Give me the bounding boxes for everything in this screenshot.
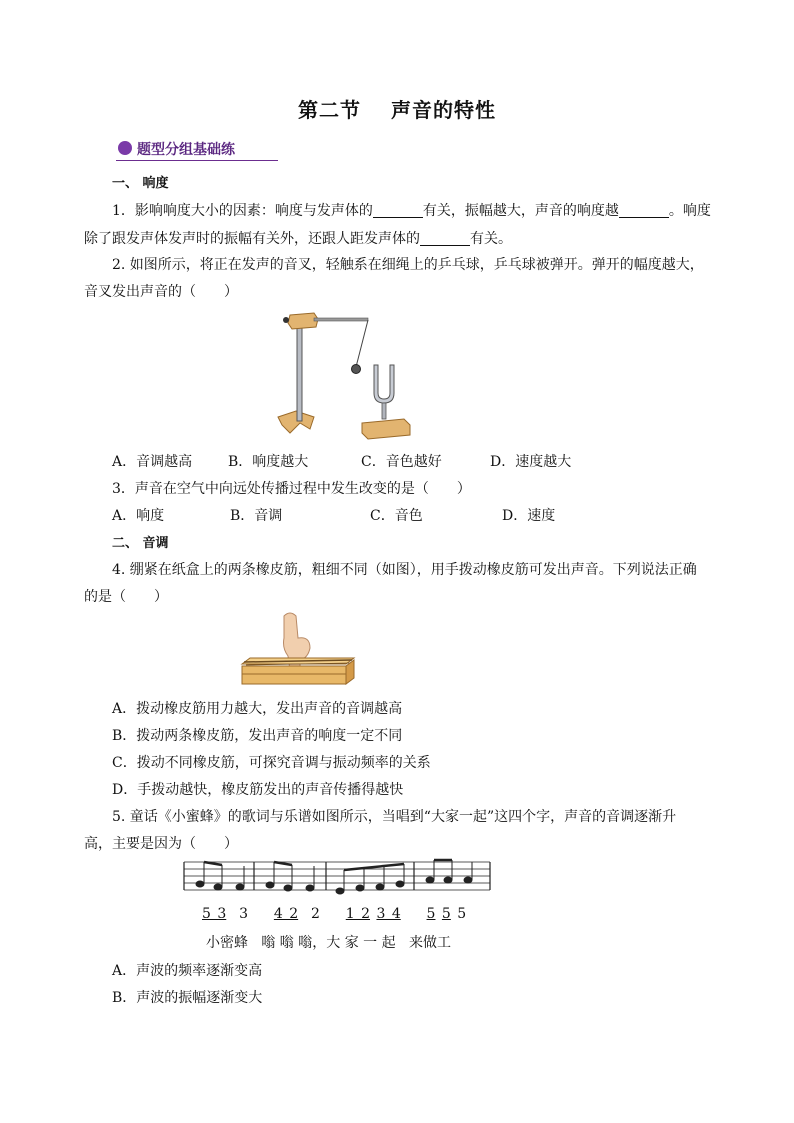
stand-pole xyxy=(297,321,302,421)
section-banner xyxy=(116,138,278,161)
q1-blank-1 xyxy=(373,203,423,218)
q2-line2: 音叉发出声音的（ ） xyxy=(84,284,238,300)
q1-text-b: 有关，振幅越大，声音的响度越 xyxy=(422,203,619,219)
q5-lyrics: 小密蜂 嗡 嗡 嗡，大 家 一 起 来做工 xyxy=(206,935,451,951)
staff-lines xyxy=(184,862,490,890)
tuning-fork xyxy=(374,365,394,403)
q1-text-c: 。响度 xyxy=(668,203,711,219)
stand-arm xyxy=(314,318,368,321)
string xyxy=(356,320,368,367)
q3-line1: 3．声音在空气中向远处传播过程中发生改变的是（ ） xyxy=(112,481,471,497)
clamp-block xyxy=(288,313,318,329)
q4-option-b[interactable]: B．拨动两条橡皮筋，发出声音的响度一定不同 xyxy=(112,728,403,744)
q1-line2 xyxy=(84,228,512,248)
rubber-band-box-figure xyxy=(234,608,359,688)
q4-line1: 4. 绷紧在纸盒上的两条橡皮筋，粗细不同（如图），用手拨动橡皮筋可发出声音。下列说法正确 xyxy=(112,562,697,578)
music-staff-figure xyxy=(182,856,494,900)
tuning-fork-figure xyxy=(270,305,420,440)
measure-3-notes xyxy=(336,864,404,894)
q5-line1: 5. 童话《小蜜蜂》的歌词与乐谱如图所示，当唱到“大家一起”这四个字，声音的音调逐渐升 xyxy=(112,809,677,825)
q2-option-b[interactable]: B．响度越大 xyxy=(228,454,309,470)
q1-blank-2 xyxy=(619,203,669,218)
banner-label: 题型分组基础练 xyxy=(137,142,235,158)
q3-option-b[interactable]: B．音调 xyxy=(230,508,283,524)
q1-text-e: 有关。 xyxy=(470,231,512,247)
q1-line1 xyxy=(112,200,711,220)
q3-option-d[interactable]: D．速度 xyxy=(502,508,556,524)
q3-option-c[interactable]: C．音色 xyxy=(370,508,423,524)
section-heading-pitch: 二、 音调 xyxy=(112,536,169,551)
section-heading-loudness: 一、 响度 xyxy=(112,176,169,191)
fork-stem xyxy=(382,403,386,419)
q2-option-d[interactable]: D．速度越大 xyxy=(490,454,572,470)
title-part1: 第二节 xyxy=(298,98,361,122)
ping-pong-ball xyxy=(352,365,361,374)
stand-base xyxy=(278,411,314,433)
measure-2-notes xyxy=(266,862,314,891)
page-title xyxy=(0,94,794,123)
fork-base xyxy=(362,419,410,439)
q1-text-d: 除了跟发声体发声时的振幅有关外，还跟人距发声体的 xyxy=(84,231,420,247)
q4-line2: 的是（ ） xyxy=(84,589,168,605)
q5-option-b[interactable]: B．声波的振幅逐渐变大 xyxy=(112,990,263,1006)
q4-option-c[interactable]: C．拨动不同橡皮筋，可探究音调与振动频率的关系 xyxy=(112,755,431,771)
measure-4-notes xyxy=(426,860,472,883)
q2-option-a[interactable]: A．音调越高 xyxy=(112,454,193,470)
q2-line1: 2. 如图所示，将正在发声的音叉，轻触系在细绳上的乒乓球，乒乓球被弹开。弹开的幅度越大， xyxy=(112,257,704,273)
bullet-icon xyxy=(118,141,132,155)
title-part2: 声音的特性 xyxy=(391,98,496,122)
q4-option-d[interactable]: D．手拨动越快，橡皮筋发出的声音传播得越快 xyxy=(112,782,404,798)
q4-option-a[interactable]: A．拨动橡皮筋用力越大，发出声音的音调越高 xyxy=(112,701,403,717)
clamp-screw xyxy=(283,317,289,323)
q1-blank-3 xyxy=(420,231,470,246)
q1-text-a: 1．影响响度大小的因素：响度与发声体的 xyxy=(112,203,373,219)
q5-line2: 高，主要是因为（ ） xyxy=(84,836,238,852)
q5-option-a[interactable]: A．声波的频率逐渐变高 xyxy=(112,963,263,979)
box-front xyxy=(242,666,346,684)
q5-jianpu-numbers: 5 3 3 4 2 2 1 2 3 4 5 5 5 xyxy=(202,906,467,922)
q2-option-c[interactable]: C．音色越好 xyxy=(361,454,442,470)
q3-option-a[interactable]: A．响度 xyxy=(112,508,165,524)
